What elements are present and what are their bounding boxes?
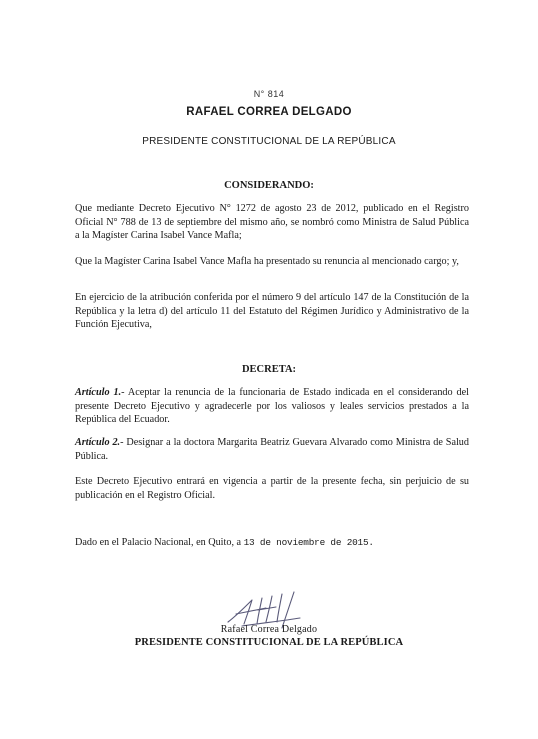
article-1-text: - Aceptar la renuncia de la funcionaria de Estado indicada en el considerando del presente Decreto Ejecutivo y agradecerle por los valiosos y leales servicios prestados a la República del Ecuador. — [75, 387, 469, 426]
article-1 — [75, 386, 469, 427]
president-title: PRESIDENTE CONSTITUCIONAL DE LA REPÚBLICA — [142, 136, 396, 147]
decreta-heading: DECRETA: — [241, 364, 297, 375]
signer-title: PRESIDENTE CONSTITUCIONAL DE LA REPÚBLICA — [134, 637, 404, 648]
signer-name: Rafael Correa Delgado — [220, 624, 318, 635]
date-value: 13 de noviembre de 2015. — [243, 537, 374, 548]
considerando-paragraph-1: Que mediante Decreto Ejecutivo N° 1272 de agosto 23 de 2012, publicado en el Registro Oficial N° 788 de 13 de septiembre del mismo año, se nombró como Ministra de Salud Pública a la Magíster Carina Isabel Vance Mafla; — [75, 203, 469, 242]
considerando-heading: CONSIDERANDO: — [224, 180, 314, 191]
president-name: RAFAEL CORREA DELGADO — [186, 106, 352, 118]
considerando-paragraph-2: Que la Magíster Carina Isabel Vance Mafla ha presentado su renuncia al mencionado cargo; y, — [75, 256, 459, 267]
date-line — [75, 536, 469, 550]
article-2-label: Artículo 2. — [75, 437, 121, 448]
decree-number: N° 814 — [253, 89, 285, 99]
article-2-text: - Designar a la doctora Margarita Beatriz Guevara Alvarado como Ministra de Salud Pública. — [75, 437, 469, 462]
article-1-label: Artículo 1. — [75, 387, 122, 398]
closing-paragraph: Este Decreto Ejecutivo entrará en vigencia a partir de la presente fecha, sin perjuicio de su publicación en el Registro Oficial. — [75, 476, 469, 501]
considerando-paragraph-3: En ejercicio de la atribución conferida por el número 9 del artículo 147 de la Constitución de la República y la letra d) del artículo 11 del Estatuto del Régimen Jurídico y Administrativo de la Función Ejecutiva, — [75, 292, 469, 331]
date-prefix: Dado en el Palacio Nacional, en Quito, a — [75, 537, 242, 548]
article-2 — [75, 436, 469, 463]
